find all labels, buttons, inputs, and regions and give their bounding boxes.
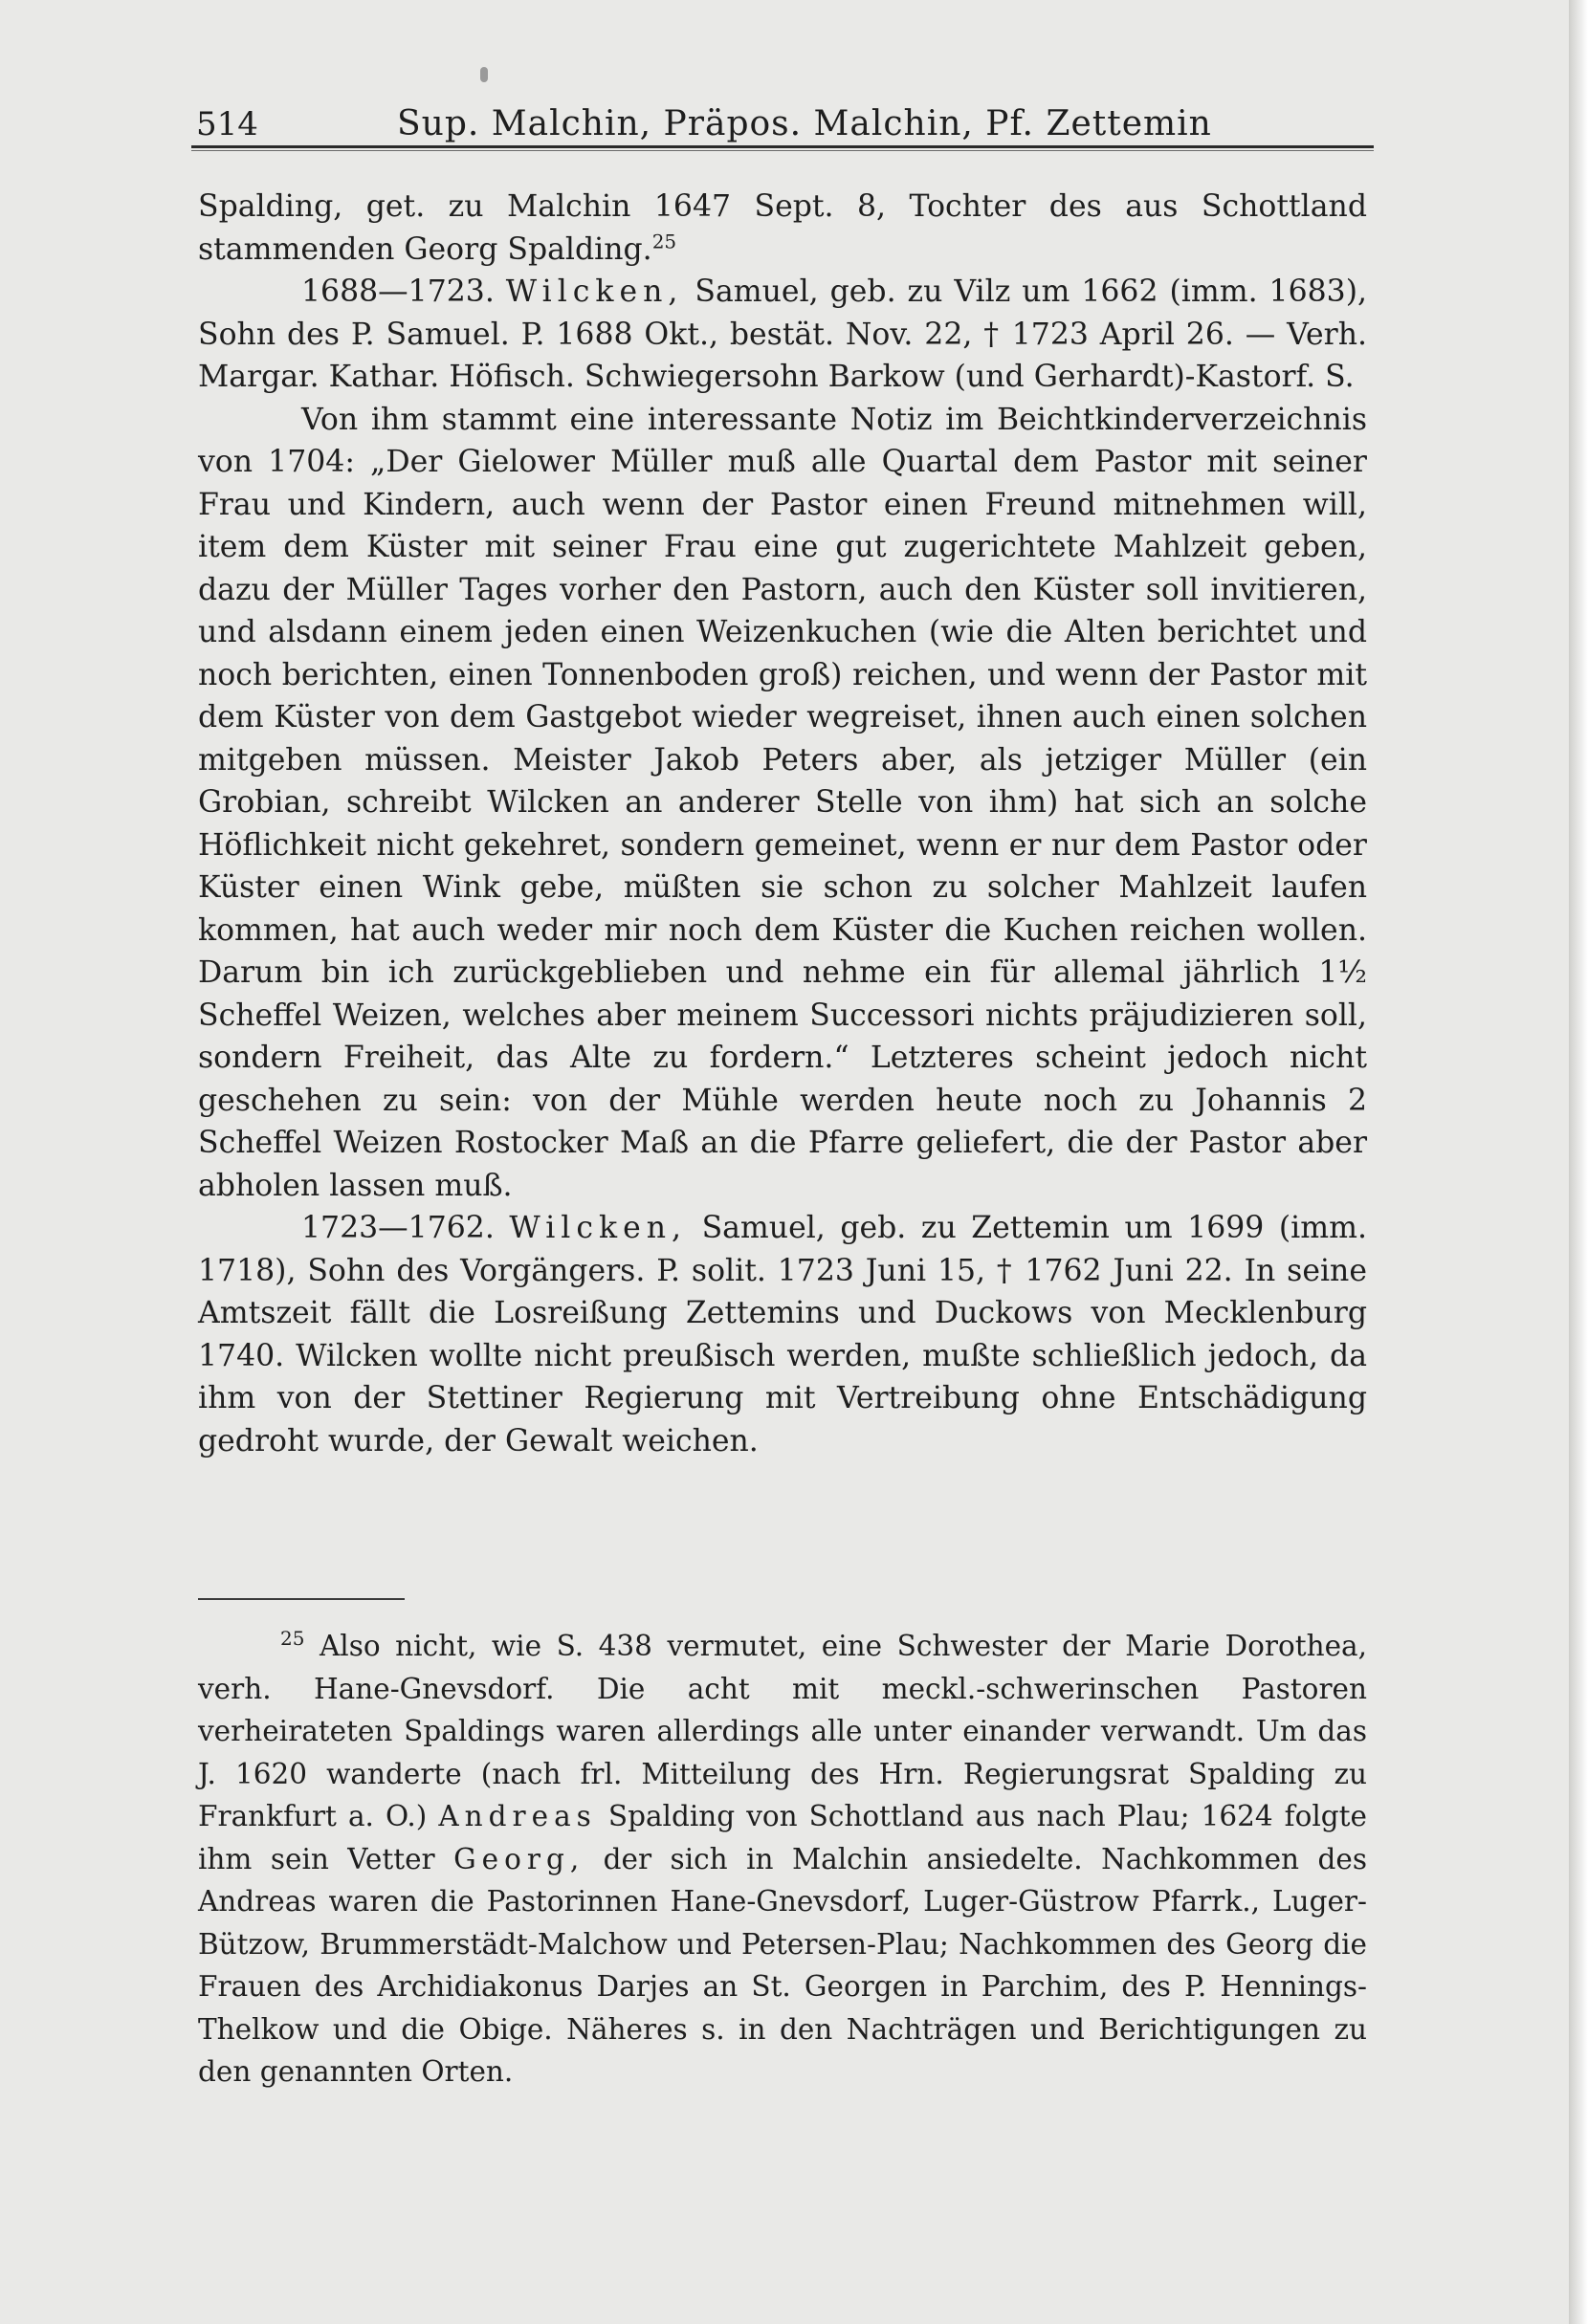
page-edge	[1569, 0, 1588, 2324]
paragraph-spalding-text: Spalding, get. zu Malchin 1647 Sept. 8, Tochter des aus Schottland stammenden Georg Spalding.	[198, 189, 1367, 267]
footnote-text-b: Spalding von Schottland aus nach Plau; 1624 folgte ihm sein Vetter	[198, 1800, 1367, 1875]
page-number: 514	[196, 105, 258, 143]
footnote-name-andreas: Andreas	[438, 1800, 597, 1832]
entry-details: Samuel, geb. zu Zettemin um 1699 (imm. 1718), Sohn des Vorgängers. P. solit. 1723 Juni 15, † 1762 Juni 22. In seine Amtszeit fällt die Losreißung Zettemins und Duckows von Mecklenburg 1740. Wilcken wollte nicht preußisch werden, mußte schließlich jedoch, da ihm von der Stettiner Regierung mit Vertreibung ohne Entschädigung gedroht wurde, der Gewalt weichen.	[198, 1211, 1367, 1458]
footnote-25	[198, 1625, 1367, 2094]
footnote-name-georg: Georg,	[453, 1842, 585, 1875]
footnote-rule	[198, 1598, 405, 1600]
running-title: Sup. Malchin, Präpos. Malchin, Pf. Zettemin	[397, 104, 1212, 143]
footnote-text-c: der sich in Malchin ansiedelte. Nachkommen des Andreas waren die Pastorinnen Hane-Gnevsdorf, Luger-Güstrow Pfarrk., Luger-Bützow, Brummerstädt-Malchow und Petersen-Plau; Nachkommen des Georg die Frauen des Archidiakonus Darjes an St. Georgen in Parchim, des P. Hennings-Thelkow und die Obige. Näheres s. in den Nachträgen und Berichtigungen zu den genannten Orten.	[198, 1842, 1367, 2088]
footnote-text	[198, 1625, 1367, 2094]
entry-name: Wilcken,	[509, 1211, 688, 1245]
entry-years: 1688—1723.	[301, 274, 495, 309]
header-rule	[191, 145, 1374, 148]
entry-years: 1723—1762.	[301, 1211, 495, 1245]
running-header	[196, 103, 1373, 145]
footnote-number: 25	[280, 1627, 305, 1651]
main-text	[198, 186, 1367, 1462]
ink-mark	[480, 67, 488, 82]
entry-wilcken-1723	[198, 1207, 1367, 1462]
header-rule-thin	[191, 150, 1374, 151]
footnote-text-a: Also nicht, wie S. 438 vermutet, eine Schwester der Marie Dorothea, verh. Hane-Gnevsdorf. Die acht mit meckl.-schwerinschen Pastoren verheirateten Spaldings waren allerdings alle unter einander verwandt. Um das J. 1620 wanderte (nach frl. Mitteilung des Hrn. Regierungsrat Spalding zu Frankfurt a. O.)	[198, 1630, 1367, 1832]
entry-name: Wilcken,	[505, 274, 684, 309]
entry-wilcken-1688	[198, 271, 1367, 399]
paragraph-spalding	[198, 186, 1367, 271]
entry-details: Samuel, geb. zu Vilz um 1662 (imm. 1683), Sohn des P. Samuel. P. 1688 Okt., bestät. Nov. 22, † 1723 April 26. — Verh. Margar. Kathar. Höfisch. Schwiegersohn Barkow (und Gerhardt)-Kastorf. S.	[198, 274, 1367, 394]
paragraph-notiz: Von ihm stammt eine interessante Notiz im Beichtkinderverzeichnis von 1704: „Der Gielower Müller muß alle Quartal dem Pastor mit seiner Frau und Kindern, auch wenn der Pastor einen Freund mitnehmen will, item dem Küster mit seiner Frau eine gut zugerichtete Mahlzeit geben, dazu der Müller Tages vorher den Pastorn, auch den Küster soll invitieren, und alsdann einem jeden einen Weizenkuchen (wie die Alten berichtet und noch berichten, einen Tonnenboden groß) reichen, und wenn der Pastor mit dem Küster von dem Gastgebot wieder wegreiset, ihnen auch einen solchen mitgeben müssen. Meister Jakob Peters aber, als jetziger Müller (ein Grobian, schreibt Wilcken an anderer Stelle von ihm) hat sich an solche Höflichkeit nicht gekehret, sondern gemeinet, wenn er nur dem Pastor oder Küster einen Wink gebe, müßten sie schon zu solcher Mahlzeit laufen kommen, hat auch weder mir noch dem Küster die Kuchen reichen wollen. Darum bin ich zurückgeblieben und nehme ein für allemal jährlich 1½ Scheffel Weizen, welches aber meinem Successori nichts präjudizieren soll, sondern Freiheit, das Alte zu fordern.“ Letzteres scheint jedoch nicht geschehen zu sein: von der Mühle werden heute noch zu Johannis 2 Scheffel Weizen Rostocker Maß an die Pfarre geliefert, die der Pastor aber abholen lassen muß.	[198, 402, 1367, 1203]
footnote-reference: 25	[651, 230, 677, 252]
